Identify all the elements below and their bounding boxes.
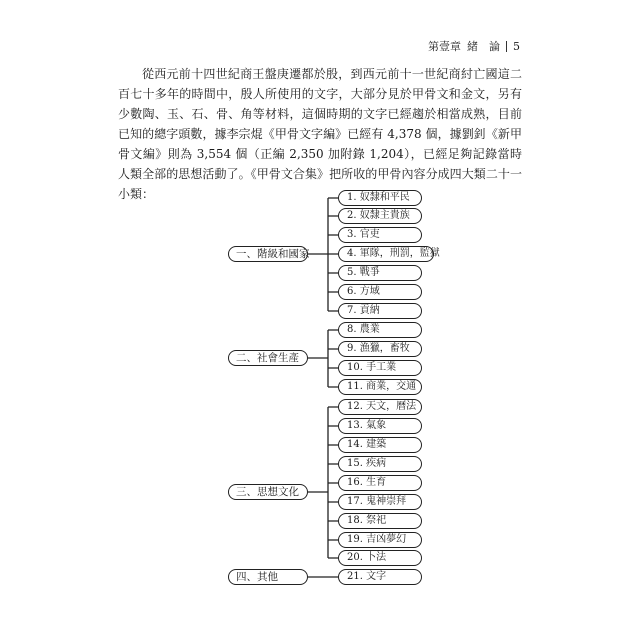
subcategory-box: 6. 方域 — [338, 284, 422, 300]
subcategory-box: 13. 氣象 — [338, 418, 422, 434]
subcategory-box: 5. 戰爭 — [338, 265, 422, 281]
connector-group-3 — [308, 407, 338, 558]
subcategory-box: 16. 生育 — [338, 475, 422, 491]
chapter-label: 第壹章 — [428, 40, 461, 53]
subcategory-box: 1. 奴隸和平民 — [338, 190, 422, 206]
subcategory-box: 15. 疾病 — [338, 456, 422, 472]
subcategory-box: 21. 文字 — [338, 569, 422, 585]
subcategory-box: 3. 官吏 — [338, 227, 422, 243]
subcategory-box: 10. 手工業 — [338, 360, 422, 376]
chapter-title: 緒 論 — [467, 40, 500, 53]
category-box-3: 三、思想文化 — [228, 484, 308, 500]
subcategory-box: 8. 農業 — [338, 322, 422, 338]
subcategory-box: 17. 鬼神崇拜 — [338, 494, 422, 510]
subcategory-box: 18. 祭祀 — [338, 513, 422, 529]
page-number: 5 — [513, 39, 520, 53]
category-box-2: 二、社會生產 — [228, 350, 308, 366]
subcategory-box: 4. 軍隊，刑罰，監獄 — [338, 246, 434, 262]
connector-group-1 — [308, 198, 338, 311]
subcategory-box: 2. 奴隸主貴族 — [338, 208, 422, 224]
subcategory-box: 14. 建築 — [338, 437, 422, 453]
subcategory-box: 9. 漁獵，畜牧 — [338, 341, 422, 357]
subcategory-box: 12. 天文，曆法 — [338, 399, 422, 415]
subcategory-box: 19. 吉凶夢幻 — [338, 532, 422, 548]
connector-group-2 — [308, 330, 338, 387]
category-box-1: 一、階級和國家 — [228, 246, 308, 262]
body-paragraph: 從西元前十四世紀商王盤庚遷都於殷，到西元前十一世紀商紂亡國這二百七十多年的時間中，殷人所使用的文字，大部分見於甲骨文和金文，另有少數陶、玉、石、骨、角等材料，這個時期的文字已經趨於相當成熟，目前已知的總字頭數，據李宗焜《甲骨文字編》已經有 4,378 個，據劉釗《新甲骨文編》則為 3,554 個（正編 2,350 加附錄 1,204），已經足夠記錄當時人類全部的思想活動了。《甲骨文合集》把所收的甲骨內容分成四大類二十一小類： — [118, 67, 522, 201]
category-box-4: 四、其他 — [228, 569, 308, 585]
subcategory-box: 7. 貢納 — [338, 303, 422, 319]
subcategory-box: 20. 卜法 — [338, 550, 422, 566]
subcategory-box: 11. 商業，交通 — [338, 379, 422, 395]
